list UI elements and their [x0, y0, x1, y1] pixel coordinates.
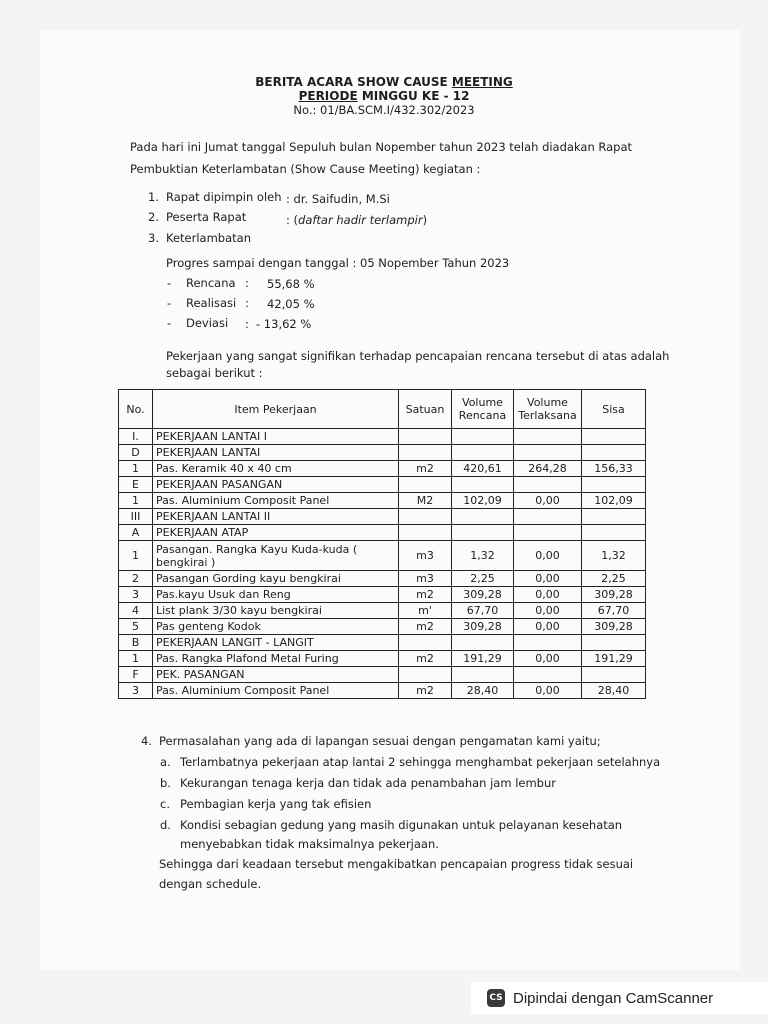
- header-volume-rencana: Volume Rencana: [452, 390, 514, 429]
- scanner-watermark: [471, 982, 768, 1014]
- intro-line-1: Pada hari ini Jumat tanggal Sepuluh bulan Nopember tahun 2023 telah diadakan Rapat: [130, 140, 633, 154]
- table-row: [119, 445, 646, 461]
- issue-d-letter: d.: [160, 818, 171, 832]
- table-row: [119, 571, 646, 587]
- table-cell-satuan: [399, 445, 452, 461]
- table-cell-sisa: [582, 509, 646, 525]
- table-row: [119, 619, 646, 635]
- table-cell-satuan: M2: [399, 493, 452, 509]
- realisasi-value: 42,05 %: [267, 297, 315, 311]
- table-cell-terlaksana: 0,00: [514, 619, 582, 635]
- table-cell-item: Pasangan. Rangka Kayu Kuda-kuda ( bengkirai ): [153, 541, 399, 571]
- table-cell-rencana: 420,61: [452, 461, 514, 477]
- intro-line-2: Pembuktian Keterlambatan (Show Cause Meeting) kegiatan :: [130, 162, 481, 176]
- table-cell-rencana: [452, 429, 514, 445]
- table-header-row: [119, 390, 646, 429]
- table-cell-item: Pasangan Gording kayu bengkirai: [153, 571, 399, 587]
- table-cell-terlaksana: [514, 477, 582, 493]
- table-cell-terlaksana: 264,28: [514, 461, 582, 477]
- table-cell-item: PEKERJAAN PASANGAN: [153, 477, 399, 493]
- realisasi-dash: -: [167, 296, 172, 310]
- table-cell-sisa: [582, 525, 646, 541]
- table-cell-item: PEK. PASANGAN: [153, 667, 399, 683]
- issue-d-text-2: menyebabkan tidak maksimalnya pekerjaan.: [180, 837, 439, 851]
- issue-d-text-1: Kondisi sebagian gedung yang masih digunakan untuk pelayanan kesehatan: [180, 818, 623, 832]
- table-cell-rencana: [452, 477, 514, 493]
- issues-intro: Permasalahan yang ada di lapangan sesuai dengan pengamatan kami yaitu;: [159, 734, 601, 748]
- table-cell-no: 1: [119, 493, 153, 509]
- table-cell-sisa: [582, 667, 646, 683]
- header-no: No.: [119, 390, 153, 429]
- table-body: [119, 429, 646, 699]
- table-cell-sisa: 309,28: [582, 587, 646, 603]
- realisasi-label: Realisasi: [186, 296, 237, 310]
- camscanner-icon: CS: [487, 989, 505, 1007]
- issue-c-text: Pembagian kerja yang tak efisien: [180, 797, 372, 811]
- table-row: [119, 461, 646, 477]
- table-cell-terlaksana: 0,00: [514, 651, 582, 667]
- deviasi-label: Deviasi: [186, 316, 229, 330]
- table-cell-rencana: 309,28: [452, 619, 514, 635]
- table-cell-satuan: [399, 667, 452, 683]
- table-row: [119, 603, 646, 619]
- table-row: [119, 493, 646, 509]
- issue-a-text: Terlambatnya pekerjaan atap lantai 2 sehingga menghambat pekerjaan setelahnya: [180, 755, 661, 769]
- table-cell-rencana: 309,28: [452, 587, 514, 603]
- issue-a-letter: a.: [160, 755, 171, 769]
- table-cell-rencana: 2,25: [452, 571, 514, 587]
- rencana-label: Rencana: [186, 276, 236, 290]
- table-cell-item: Pas. Rangka Plafond Metal Furing: [153, 651, 399, 667]
- table-cell-terlaksana: 0,00: [514, 587, 582, 603]
- table-cell-no: 3: [119, 683, 153, 699]
- table-cell-item: PEKERJAAN LANTAI II: [153, 509, 399, 525]
- table-cell-item: Pas. Aluminium Composit Panel: [153, 683, 399, 699]
- point-4-number: 4.: [141, 734, 152, 748]
- work-items-table: [118, 389, 646, 699]
- table-cell-item: Pas. Aluminium Composit Panel: [153, 493, 399, 509]
- table-cell-sisa: [582, 445, 646, 461]
- table-row: [119, 667, 646, 683]
- table-row: [119, 651, 646, 667]
- table-cell-no: I.: [119, 429, 153, 445]
- table-cell-sisa: 156,33: [582, 461, 646, 477]
- table-row: [119, 525, 646, 541]
- table-cell-no: 1: [119, 541, 153, 571]
- table-cell-terlaksana: [514, 635, 582, 651]
- table-cell-sisa: [582, 429, 646, 445]
- significant-work-line-2: sebagai berikut :: [166, 366, 263, 380]
- table-cell-item: Pas. Keramik 40 x 40 cm: [153, 461, 399, 477]
- table-cell-rencana: [452, 635, 514, 651]
- table-cell-rencana: [452, 525, 514, 541]
- point-1-label: Rapat dipimpin oleh: [166, 190, 282, 204]
- realisasi-colon: :: [245, 296, 249, 310]
- table-cell-terlaksana: 0,00: [514, 493, 582, 509]
- table-cell-sisa: [582, 477, 646, 493]
- table-cell-item: PEKERJAAN ATAP: [153, 525, 399, 541]
- table-cell-satuan: m2: [399, 651, 452, 667]
- point-2-value: : (daftar hadir terlampir): [286, 213, 428, 227]
- issue-b-letter: b.: [160, 776, 171, 790]
- table-cell-sisa: 2,25: [582, 571, 646, 587]
- document-number: No.: 01/BA.SCM.I/432.302/2023: [293, 103, 475, 117]
- table-cell-no: 5: [119, 619, 153, 635]
- table-cell-rencana: 28,40: [452, 683, 514, 699]
- point-2-label: Peserta Rapat: [166, 210, 247, 224]
- table-cell-sisa: 309,28: [582, 619, 646, 635]
- table-cell-rencana: 67,70: [452, 603, 514, 619]
- table-cell-sisa: 28,40: [582, 683, 646, 699]
- table-row: [119, 683, 646, 699]
- table-cell-satuan: m3: [399, 571, 452, 587]
- scanner-text: Dipindai dengan CamScanner: [513, 989, 714, 1007]
- table-cell-sisa: 67,70: [582, 603, 646, 619]
- deviasi-value: - 13,62 %: [256, 317, 312, 331]
- table-cell-rencana: 191,29: [452, 651, 514, 667]
- deviasi-colon: :: [245, 317, 249, 331]
- table-cell-no: 3: [119, 587, 153, 603]
- table-cell-satuan: m2: [399, 619, 452, 635]
- point-1-value: : dr. Saifudin, M.Si: [286, 192, 390, 206]
- table-cell-terlaksana: [514, 429, 582, 445]
- table-cell-item: Pas genteng Kodok: [153, 619, 399, 635]
- table-cell-item: PEKERJAAN LANGIT - LANGIT: [153, 635, 399, 651]
- table-cell-terlaksana: [514, 509, 582, 525]
- table-cell-item: PEKERJAAN LANTAI: [153, 445, 399, 461]
- table-row: [119, 509, 646, 525]
- header-sisa: Sisa: [582, 390, 646, 429]
- table-cell-no: F: [119, 667, 153, 683]
- rencana-dash: -: [167, 276, 172, 290]
- table-cell-no: D: [119, 445, 153, 461]
- table-cell-satuan: [399, 509, 452, 525]
- table-cell-sisa: 102,09: [582, 493, 646, 509]
- table-cell-satuan: m3: [399, 541, 452, 571]
- table-cell-rencana: 1,32: [452, 541, 514, 571]
- table-cell-no: E: [119, 477, 153, 493]
- table-cell-rencana: 102,09: [452, 493, 514, 509]
- table-row: [119, 587, 646, 603]
- rencana-colon: :: [245, 276, 249, 290]
- table-cell-no: 1: [119, 651, 153, 667]
- table-cell-no: A: [119, 525, 153, 541]
- table-cell-terlaksana: [514, 667, 582, 683]
- conclusion-line-2: dengan schedule.: [159, 877, 262, 891]
- table-cell-sisa: 191,29: [582, 651, 646, 667]
- point-3-label: Keterlambatan: [166, 231, 251, 245]
- table-cell-no: III: [119, 509, 153, 525]
- table-cell-terlaksana: 0,00: [514, 603, 582, 619]
- table-cell-rencana: [452, 509, 514, 525]
- point-3-number: 3.: [148, 231, 159, 245]
- table-cell-terlaksana: 0,00: [514, 541, 582, 571]
- significant-work-line-1: Pekerjaan yang sangat signifikan terhadap pencapaian rencana tersebut di atas adalah: [166, 349, 670, 363]
- header-item: Item Pekerjaan: [153, 390, 399, 429]
- table-cell-satuan: [399, 477, 452, 493]
- issue-c-letter: c.: [160, 797, 170, 811]
- document-period: PERIODE MINGGU KE - 12: [298, 89, 470, 103]
- table-cell-satuan: m2: [399, 587, 452, 603]
- table-cell-satuan: m2: [399, 683, 452, 699]
- header-satuan: Satuan: [399, 390, 452, 429]
- table-cell-satuan: m': [399, 603, 452, 619]
- point-2-number: 2.: [148, 210, 159, 224]
- table-cell-item: PEKERJAAN LANTAI I: [153, 429, 399, 445]
- table-cell-terlaksana: [514, 445, 582, 461]
- table-cell-satuan: [399, 525, 452, 541]
- document-title: BERITA ACARA SHOW CAUSE MEETING: [255, 75, 513, 89]
- conclusion-line-1: Sehingga dari keadaan tersebut mengakibatkan pencapaian progress tidak sesuai: [159, 857, 634, 871]
- table-cell-no: 4: [119, 603, 153, 619]
- rencana-value: 55,68 %: [267, 277, 315, 291]
- header-volume-terlaksana: Volume Terlaksana: [514, 390, 582, 429]
- table-row: [119, 541, 646, 571]
- table-row: [119, 635, 646, 651]
- table-cell-item: List plank 3/30 kayu bengkirai: [153, 603, 399, 619]
- table-cell-satuan: [399, 635, 452, 651]
- table-cell-satuan: [399, 429, 452, 445]
- table-cell-item: Pas.kayu Usuk dan Reng: [153, 587, 399, 603]
- table-cell-satuan: m2: [399, 461, 452, 477]
- table-cell-no: 1: [119, 461, 153, 477]
- issue-b-text: Kekurangan tenaga kerja dan tidak ada penambahan jam lembur: [180, 776, 557, 790]
- table-cell-terlaksana: 0,00: [514, 571, 582, 587]
- point-1-number: 1.: [148, 190, 159, 204]
- table-cell-rencana: [452, 667, 514, 683]
- table-cell-terlaksana: 0,00: [514, 683, 582, 699]
- table-row: [119, 477, 646, 493]
- table-cell-rencana: [452, 445, 514, 461]
- table-cell-no: 2: [119, 571, 153, 587]
- table-cell-no: B: [119, 635, 153, 651]
- table-cell-sisa: [582, 635, 646, 651]
- progress-date-line: Progres sampai dengan tanggal : 05 Nopember Tahun 2023: [166, 256, 510, 270]
- deviasi-dash: -: [167, 316, 172, 330]
- table-cell-sisa: 1,32: [582, 541, 646, 571]
- table-cell-terlaksana: [514, 525, 582, 541]
- table-row: [119, 429, 646, 445]
